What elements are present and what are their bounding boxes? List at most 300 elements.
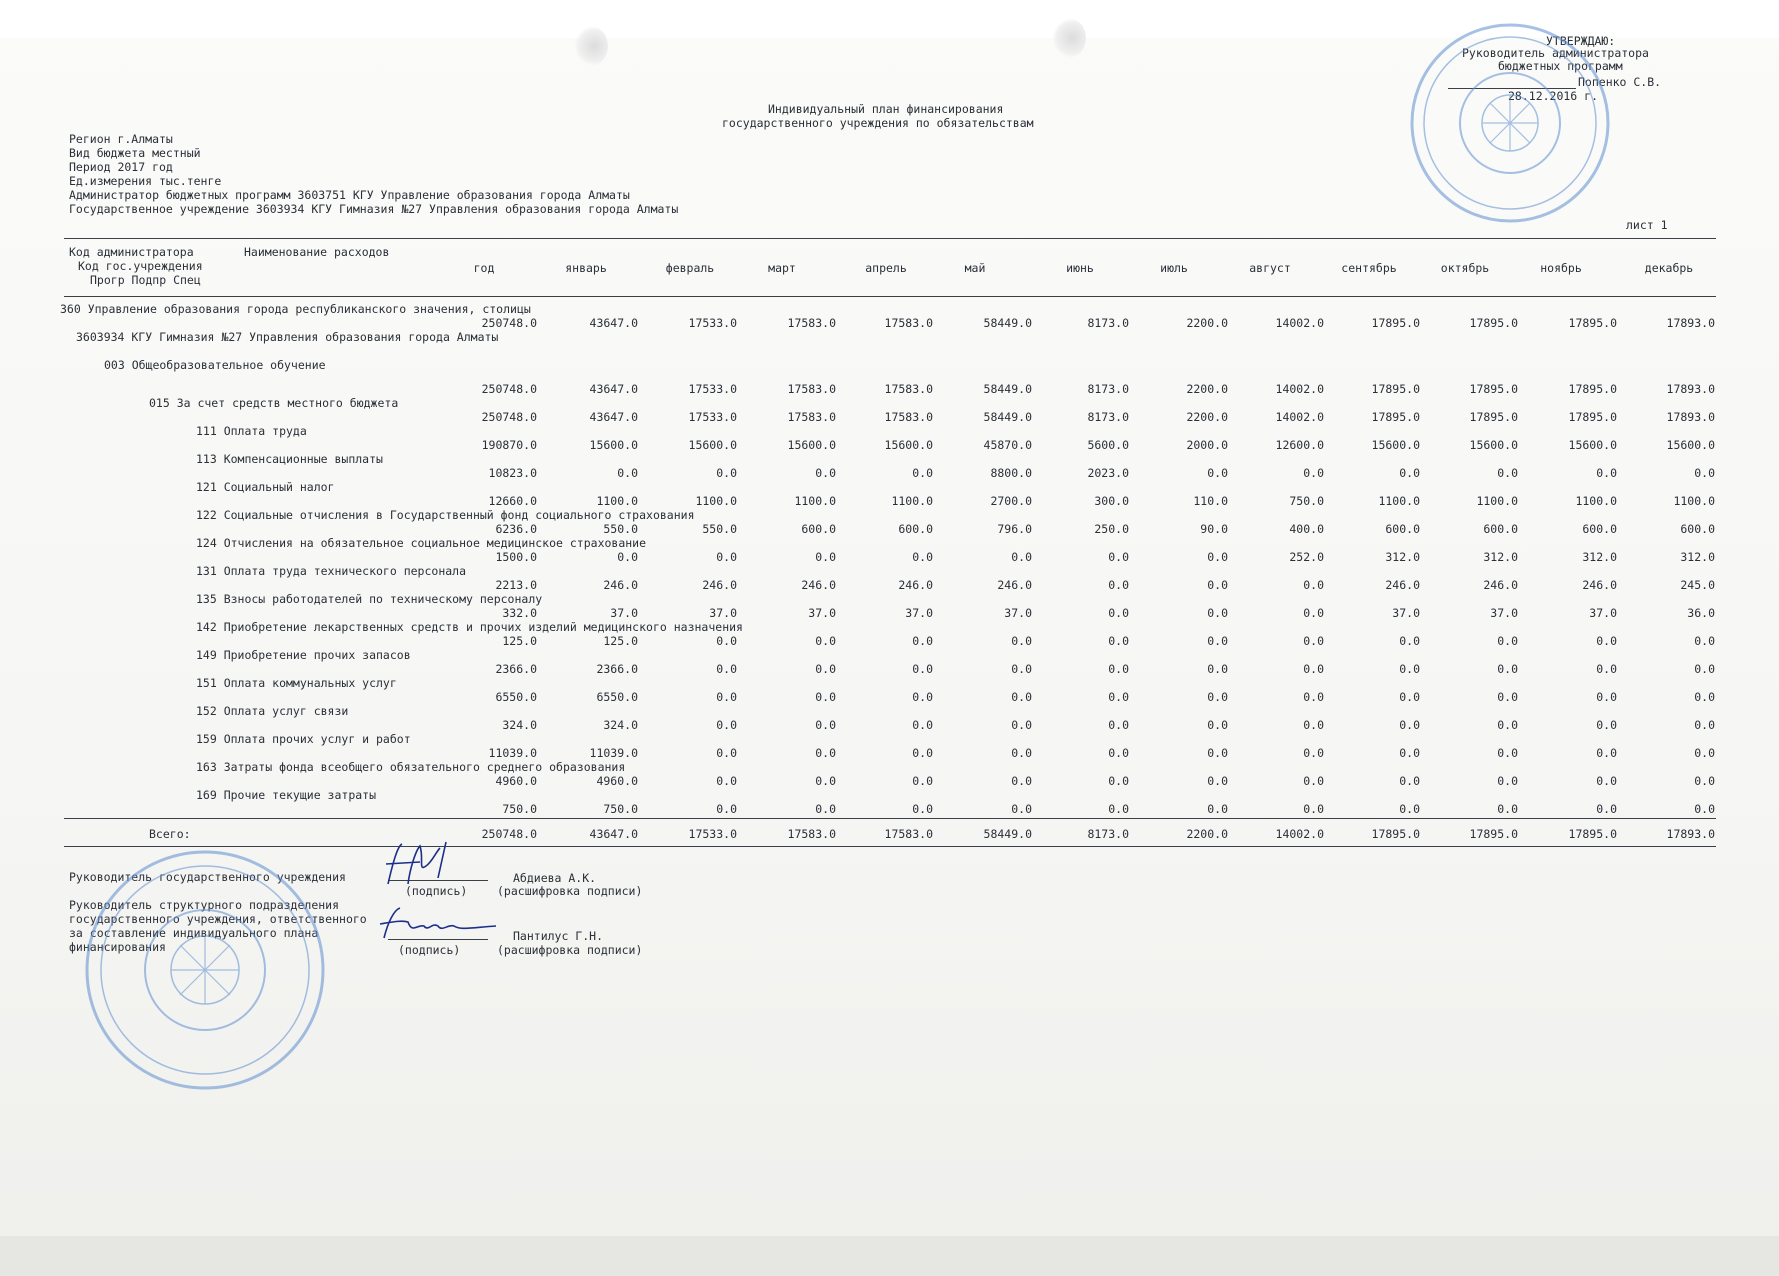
cell-value: 5600.0 xyxy=(1087,438,1129,452)
cell-value: 0.0 xyxy=(1207,802,1228,816)
total-value: 17583.0 xyxy=(884,827,933,841)
cell-value: 0.0 xyxy=(1011,550,1032,564)
cell-value: 2700.0 xyxy=(990,494,1032,508)
cell-value: 0.0 xyxy=(1694,662,1715,676)
cell-value: 0.0 xyxy=(1694,466,1715,480)
scan-bottom-edge xyxy=(0,1236,1779,1276)
cell-value: 0.0 xyxy=(1596,746,1617,760)
row-label: 131 Оплата труда технического персонала xyxy=(196,564,467,578)
head-decode-caption: (расшифровка подписи) xyxy=(497,884,643,898)
meta-institution: Государственное учреждение 3603934 КГУ Гимназия №27 Управления образования города Алматы xyxy=(69,202,679,216)
cell-value: 250748.0 xyxy=(481,382,537,396)
cell-value: 0.0 xyxy=(1207,466,1228,480)
cell-value: 1100.0 xyxy=(794,494,836,508)
row-label: 121 Социальный налог xyxy=(196,480,335,494)
cell-value: 0.0 xyxy=(1596,662,1617,676)
cell-value: 0.0 xyxy=(912,718,933,732)
approval-line1: УТВЕРЖДАЮ: xyxy=(1546,34,1616,48)
cell-value: 0.0 xyxy=(1303,466,1324,480)
total-value: 58449.0 xyxy=(983,827,1032,841)
cell-value: 37.0 xyxy=(610,606,638,620)
cell-value: 0.0 xyxy=(1108,690,1129,704)
cell-value: 246.0 xyxy=(898,578,933,592)
cell-value: 245.0 xyxy=(1680,578,1715,592)
column-header: ноябрь xyxy=(1540,261,1582,275)
cell-value: 11039.0 xyxy=(589,746,638,760)
total-value: 17583.0 xyxy=(787,827,836,841)
cell-value: 1500.0 xyxy=(495,550,537,564)
cell-value: 15600.0 xyxy=(688,438,737,452)
cell-value: 0.0 xyxy=(1497,634,1518,648)
cell-value: 0.0 xyxy=(716,774,737,788)
total-top-rule xyxy=(64,818,1716,819)
row-label: 015 За счет средств местного бюджета xyxy=(149,396,399,410)
head-label: Руководитель государственного учреждения xyxy=(69,870,346,884)
cell-value: 324.0 xyxy=(502,718,537,732)
cell-value: 0.0 xyxy=(1399,718,1420,732)
cell-value: 0.0 xyxy=(815,662,836,676)
cell-value: 1100.0 xyxy=(1378,494,1420,508)
cell-value: 0.0 xyxy=(815,466,836,480)
cell-value: 12600.0 xyxy=(1275,438,1324,452)
cell-value: 0.0 xyxy=(617,550,638,564)
cell-value: 15600.0 xyxy=(589,438,638,452)
cell-value: 0.0 xyxy=(1399,802,1420,816)
sheet-number: лист 1 xyxy=(1626,218,1668,232)
cell-value: 17583.0 xyxy=(884,382,933,396)
cell-value: 312.0 xyxy=(1385,550,1420,564)
cell-value: 43647.0 xyxy=(589,410,638,424)
cell-value: 17583.0 xyxy=(787,382,836,396)
cell-value: 0.0 xyxy=(1497,774,1518,788)
column-header: июль xyxy=(1160,261,1188,275)
cell-value: 17533.0 xyxy=(688,316,737,330)
cell-value: 0.0 xyxy=(912,690,933,704)
row-label: 3603934 КГУ Гимназия №27 Управления образования города Алматы xyxy=(76,330,499,344)
total-value: 17895.0 xyxy=(1469,827,1518,841)
meta-admin: Администратор бюджетных программ 3603751 КГУ Управление образования города Алматы xyxy=(69,188,630,202)
cell-value: 750.0 xyxy=(603,802,638,816)
head-name: Абдиева А.К. xyxy=(513,871,597,885)
cell-value: 37.0 xyxy=(1392,606,1420,620)
official-seal-bottom xyxy=(60,842,350,1098)
cell-value: 246.0 xyxy=(1483,578,1518,592)
cell-value: 17895.0 xyxy=(1568,316,1617,330)
cell-value: 90.0 xyxy=(1200,522,1228,536)
cell-value: 0.0 xyxy=(1011,774,1032,788)
cell-value: 0.0 xyxy=(1497,690,1518,704)
cell-value: 0.0 xyxy=(815,746,836,760)
head-signature xyxy=(380,838,460,890)
cell-value: 750.0 xyxy=(502,802,537,816)
cell-value: 0.0 xyxy=(1108,802,1129,816)
punch-hole xyxy=(1052,18,1086,58)
row-label: 149 Приобретение прочих запасов xyxy=(196,648,411,662)
cell-value: 0.0 xyxy=(1399,466,1420,480)
cell-value: 58449.0 xyxy=(983,410,1032,424)
column-header: апрель xyxy=(865,261,907,275)
cell-value: 36.0 xyxy=(1687,606,1715,620)
title-line2: государственного учреждения по обязательствам xyxy=(722,116,1034,130)
cell-value: 252.0 xyxy=(1289,550,1324,564)
cell-value: 0.0 xyxy=(1207,662,1228,676)
column-header: декабрь xyxy=(1644,261,1694,275)
cell-value: 246.0 xyxy=(801,578,836,592)
cell-value: 0.0 xyxy=(1497,466,1518,480)
cell-value: 0.0 xyxy=(716,466,737,480)
cell-value: 0.0 xyxy=(1694,774,1715,788)
resp-label-4: финансирования xyxy=(69,940,166,954)
row-label: 152 Оплата услуг связи xyxy=(196,704,349,718)
cell-value: 300.0 xyxy=(1094,494,1129,508)
cell-value: 17893.0 xyxy=(1666,382,1715,396)
cell-value: 0.0 xyxy=(1108,662,1129,676)
cell-value: 312.0 xyxy=(1680,550,1715,564)
cell-value: 0.0 xyxy=(912,550,933,564)
meta-unit: Ед.измерения тыс.тенге xyxy=(69,174,222,188)
cell-value: 0.0 xyxy=(1596,718,1617,732)
cell-value: 0.0 xyxy=(815,550,836,564)
cell-value: 246.0 xyxy=(997,578,1032,592)
cell-value: 0.0 xyxy=(1207,606,1228,620)
cell-value: 190870.0 xyxy=(481,438,537,452)
cell-value: 246.0 xyxy=(1582,578,1617,592)
cell-value: 58449.0 xyxy=(983,382,1032,396)
approval-date: 28.12.2016 г. xyxy=(1508,89,1599,103)
cell-value: 37.0 xyxy=(1004,606,1032,620)
cell-value: 0.0 xyxy=(1303,634,1324,648)
row-label: 159 Оплата прочих услуг и работ xyxy=(196,732,411,746)
cell-value: 0.0 xyxy=(1303,802,1324,816)
table-header-rule xyxy=(64,296,1716,297)
cell-value: 17895.0 xyxy=(1371,410,1420,424)
cell-value: 125.0 xyxy=(603,634,638,648)
cell-value: 0.0 xyxy=(815,634,836,648)
head-sign-caption: (подпись) xyxy=(405,884,468,898)
cell-value: 1100.0 xyxy=(1575,494,1617,508)
cell-value: 0.0 xyxy=(1694,802,1715,816)
cell-value: 15600.0 xyxy=(884,438,933,452)
column-header: август xyxy=(1249,261,1291,275)
cell-value: 0.0 xyxy=(912,466,933,480)
cell-value: 0.0 xyxy=(1399,690,1420,704)
cell-value: 0.0 xyxy=(617,466,638,480)
header-admin-code: Код администратора xyxy=(69,245,194,259)
cell-value: 43647.0 xyxy=(589,316,638,330)
cell-value: 0.0 xyxy=(716,718,737,732)
cell-value: 0.0 xyxy=(1108,746,1129,760)
cell-value: 0.0 xyxy=(1596,774,1617,788)
resp-decode-caption: (расшифровка подписи) xyxy=(497,943,643,957)
cell-value: 0.0 xyxy=(716,634,737,648)
cell-value: 246.0 xyxy=(702,578,737,592)
cell-value: 600.0 xyxy=(898,522,933,536)
cell-value: 0.0 xyxy=(912,634,933,648)
cell-value: 14002.0 xyxy=(1275,410,1324,424)
cell-value: 1100.0 xyxy=(1476,494,1518,508)
cell-value: 17895.0 xyxy=(1568,382,1617,396)
row-label: 135 Взносы работодателей по техническому персоналу xyxy=(196,592,543,606)
cell-value: 0.0 xyxy=(1011,662,1032,676)
cell-value: 2366.0 xyxy=(596,662,638,676)
column-header: май xyxy=(964,261,986,275)
column-header: январь xyxy=(565,261,607,275)
resp-sign-caption: (подпись) xyxy=(398,943,461,957)
cell-value: 6236.0 xyxy=(495,522,537,536)
cell-value: 0.0 xyxy=(1303,718,1324,732)
cell-value: 0.0 xyxy=(1011,690,1032,704)
cell-value: 37.0 xyxy=(1589,606,1617,620)
total-value: 2200.0 xyxy=(1186,827,1228,841)
row-label: 163 Затраты фонда всеобщего обязательного среднего образования xyxy=(196,760,626,774)
cell-value: 750.0 xyxy=(1289,494,1324,508)
cell-value: 0.0 xyxy=(1011,746,1032,760)
cell-value: 0.0 xyxy=(1011,718,1032,732)
cell-value: 15600.0 xyxy=(1371,438,1420,452)
resp-label-3: за составление индивидуального плана xyxy=(69,926,319,940)
cell-value: 37.0 xyxy=(1490,606,1518,620)
table-top-rule xyxy=(64,238,1716,239)
cell-value: 0.0 xyxy=(1207,634,1228,648)
cell-value: 0.0 xyxy=(1694,634,1715,648)
cell-value: 0.0 xyxy=(1497,746,1518,760)
cell-value: 0.0 xyxy=(716,690,737,704)
cell-value: 110.0 xyxy=(1193,494,1228,508)
cell-value: 0.0 xyxy=(1303,774,1324,788)
cell-value: 0.0 xyxy=(1207,578,1228,592)
total-value: 250748.0 xyxy=(481,827,537,841)
row-label: 113 Компенсационные выплаты xyxy=(196,452,383,466)
row-label: 122 Социальные отчисления в Государственный фонд социального страхования xyxy=(196,508,695,522)
cell-value: 0.0 xyxy=(1303,746,1324,760)
cell-value: 0.0 xyxy=(1303,690,1324,704)
cell-value: 4960.0 xyxy=(495,774,537,788)
cell-value: 0.0 xyxy=(815,718,836,732)
cell-value: 0.0 xyxy=(716,550,737,564)
cell-value: 2213.0 xyxy=(495,578,537,592)
cell-value: 0.0 xyxy=(1497,802,1518,816)
row-label: 169 Прочие текущие затраты xyxy=(196,788,377,802)
cell-value: 37.0 xyxy=(905,606,933,620)
cell-value: 17895.0 xyxy=(1469,382,1518,396)
cell-value: 600.0 xyxy=(1582,522,1617,536)
cell-value: 250748.0 xyxy=(481,316,537,330)
total-value: 17895.0 xyxy=(1568,827,1617,841)
cell-value: 0.0 xyxy=(912,662,933,676)
total-value: 43647.0 xyxy=(589,827,638,841)
cell-value: 796.0 xyxy=(997,522,1032,536)
cell-value: 2366.0 xyxy=(495,662,537,676)
column-header: март xyxy=(768,261,796,275)
cell-value: 246.0 xyxy=(1385,578,1420,592)
cell-value: 0.0 xyxy=(912,774,933,788)
resp-signature xyxy=(372,904,502,944)
cell-value: 6550.0 xyxy=(495,690,537,704)
cell-value: 1100.0 xyxy=(695,494,737,508)
cell-value: 0.0 xyxy=(1207,774,1228,788)
punch-hole xyxy=(574,26,608,66)
cell-value: 0.0 xyxy=(1011,634,1032,648)
cell-value: 0.0 xyxy=(1207,746,1228,760)
cell-value: 400.0 xyxy=(1289,522,1324,536)
cell-value: 17895.0 xyxy=(1371,382,1420,396)
column-header: сентябрь xyxy=(1341,261,1397,275)
total-label: Всего: xyxy=(149,827,191,841)
cell-value: 2200.0 xyxy=(1186,382,1228,396)
cell-value: 14002.0 xyxy=(1275,316,1324,330)
cell-value: 17893.0 xyxy=(1666,316,1715,330)
total-value: 14002.0 xyxy=(1275,827,1324,841)
cell-value: 17583.0 xyxy=(884,316,933,330)
header-program-code: Прогр Подпр Спец xyxy=(90,273,201,287)
cell-value: 550.0 xyxy=(702,522,737,536)
cell-value: 0.0 xyxy=(1303,578,1324,592)
cell-value: 15600.0 xyxy=(1666,438,1715,452)
cell-value: 600.0 xyxy=(1483,522,1518,536)
cell-value: 0.0 xyxy=(1497,718,1518,732)
cell-value: 0.0 xyxy=(1596,690,1617,704)
cell-value: 17895.0 xyxy=(1469,316,1518,330)
cell-value: 14002.0 xyxy=(1275,382,1324,396)
cell-value: 0.0 xyxy=(1108,606,1129,620)
cell-value: 4960.0 xyxy=(596,774,638,788)
cell-value: 250748.0 xyxy=(481,410,537,424)
total-value: 17533.0 xyxy=(688,827,737,841)
cell-value: 0.0 xyxy=(1108,718,1129,732)
cell-value: 600.0 xyxy=(1385,522,1420,536)
cell-value: 0.0 xyxy=(815,802,836,816)
cell-value: 12660.0 xyxy=(488,494,537,508)
cell-value: 2200.0 xyxy=(1186,316,1228,330)
cell-value: 8800.0 xyxy=(990,466,1032,480)
cell-value: 0.0 xyxy=(1596,634,1617,648)
cell-value: 37.0 xyxy=(709,606,737,620)
cell-value: 0.0 xyxy=(1399,774,1420,788)
row-label: 142 Приобретение лекарственных средств и прочих изделий медицинского назначения xyxy=(196,620,743,634)
cell-value: 1100.0 xyxy=(1673,494,1715,508)
cell-value: 10823.0 xyxy=(488,466,537,480)
cell-value: 125.0 xyxy=(502,634,537,648)
cell-value: 0.0 xyxy=(1207,690,1228,704)
cell-value: 0.0 xyxy=(1303,662,1324,676)
cell-value: 0.0 xyxy=(1011,802,1032,816)
cell-value: 600.0 xyxy=(1680,522,1715,536)
cell-value: 0.0 xyxy=(1596,802,1617,816)
cell-value: 0.0 xyxy=(912,746,933,760)
cell-value: 17583.0 xyxy=(787,316,836,330)
cell-value: 17895.0 xyxy=(1568,410,1617,424)
cell-value: 0.0 xyxy=(1108,774,1129,788)
cell-value: 250.0 xyxy=(1094,522,1129,536)
column-header: февраль xyxy=(665,261,715,275)
cell-value: 0.0 xyxy=(1399,746,1420,760)
column-header: июнь xyxy=(1066,261,1094,275)
cell-value: 17533.0 xyxy=(688,410,737,424)
cell-value: 8173.0 xyxy=(1087,316,1129,330)
cell-value: 58449.0 xyxy=(983,316,1032,330)
column-header: год xyxy=(473,261,495,275)
cell-value: 2023.0 xyxy=(1087,466,1129,480)
cell-value: 0.0 xyxy=(815,774,836,788)
row-label: 124 Отчисления на обязательное социальное медицинское страхование xyxy=(196,536,647,550)
cell-value: 11039.0 xyxy=(488,746,537,760)
cell-value: 43647.0 xyxy=(589,382,638,396)
cell-value: 0.0 xyxy=(1207,550,1228,564)
cell-value: 0.0 xyxy=(716,746,737,760)
cell-value: 15600.0 xyxy=(1469,438,1518,452)
cell-value: 0.0 xyxy=(1207,718,1228,732)
cell-value: 6550.0 xyxy=(596,690,638,704)
approval-line3: бюджетных программ xyxy=(1498,59,1623,73)
approval-line2: Руководитель администратора xyxy=(1462,46,1649,60)
cell-value: 0.0 xyxy=(1108,550,1129,564)
cell-value: 2200.0 xyxy=(1186,410,1228,424)
row-label: 003 Общеобразовательное обучение xyxy=(104,358,326,372)
cell-value: 17895.0 xyxy=(1371,316,1420,330)
cell-value: 0.0 xyxy=(1694,690,1715,704)
cell-value: 17533.0 xyxy=(688,382,737,396)
total-value: 17895.0 xyxy=(1371,827,1420,841)
cell-value: 312.0 xyxy=(1582,550,1617,564)
cell-value: 0.0 xyxy=(1694,746,1715,760)
official-seal-top xyxy=(1380,18,1640,228)
cell-value: 246.0 xyxy=(603,578,638,592)
cell-value: 0.0 xyxy=(1303,606,1324,620)
cell-value: 45870.0 xyxy=(983,438,1032,452)
meta-period: Период 2017 год xyxy=(69,160,173,174)
cell-value: 17895.0 xyxy=(1469,410,1518,424)
cell-value: 17893.0 xyxy=(1666,410,1715,424)
cell-value: 332.0 xyxy=(502,606,537,620)
total-value: 8173.0 xyxy=(1087,827,1129,841)
cell-value: 1100.0 xyxy=(891,494,933,508)
cell-value: 0.0 xyxy=(1694,718,1715,732)
cell-value: 600.0 xyxy=(801,522,836,536)
cell-value: 550.0 xyxy=(603,522,638,536)
cell-value: 1100.0 xyxy=(596,494,638,508)
cell-value: 15600.0 xyxy=(787,438,836,452)
meta-region: Регион г.Алматы xyxy=(69,132,173,146)
cell-value: 0.0 xyxy=(815,690,836,704)
cell-value: 0.0 xyxy=(716,662,737,676)
cell-value: 8173.0 xyxy=(1087,410,1129,424)
cell-value: 0.0 xyxy=(1108,634,1129,648)
cell-value: 2000.0 xyxy=(1186,438,1228,452)
meta-budget-type: Вид бюджета местный xyxy=(69,146,201,160)
cell-value: 312.0 xyxy=(1483,550,1518,564)
cell-value: 15600.0 xyxy=(1568,438,1617,452)
resp-label-2: государственного учреждения, ответственного xyxy=(69,912,367,926)
header-institution-code: Код гос.учреждения xyxy=(78,259,203,273)
cell-value: 8173.0 xyxy=(1087,382,1129,396)
approval-line4: Попенко С.В. xyxy=(1578,75,1662,89)
cell-value: 0.0 xyxy=(912,802,933,816)
cell-value: 17583.0 xyxy=(787,410,836,424)
resp-name: Пантилус Г.Н. xyxy=(513,929,604,943)
cell-value: 0.0 xyxy=(1596,466,1617,480)
cell-value: 0.0 xyxy=(1399,634,1420,648)
row-label: 360 Управление образования города республиканского значения, столицы xyxy=(60,302,531,316)
cell-value: 324.0 xyxy=(603,718,638,732)
row-label: 151 Оплата коммунальных услуг xyxy=(196,676,397,690)
column-header: октябрь xyxy=(1440,261,1490,275)
cell-value: 0.0 xyxy=(1108,578,1129,592)
resp-label-1: Руководитель структурного подразделения xyxy=(69,898,340,912)
header-expense-name: Наименование расходов xyxy=(244,245,390,259)
row-label: 111 Оплата труда xyxy=(196,424,307,438)
total-value: 17893.0 xyxy=(1666,827,1715,841)
cell-value: 0.0 xyxy=(716,802,737,816)
